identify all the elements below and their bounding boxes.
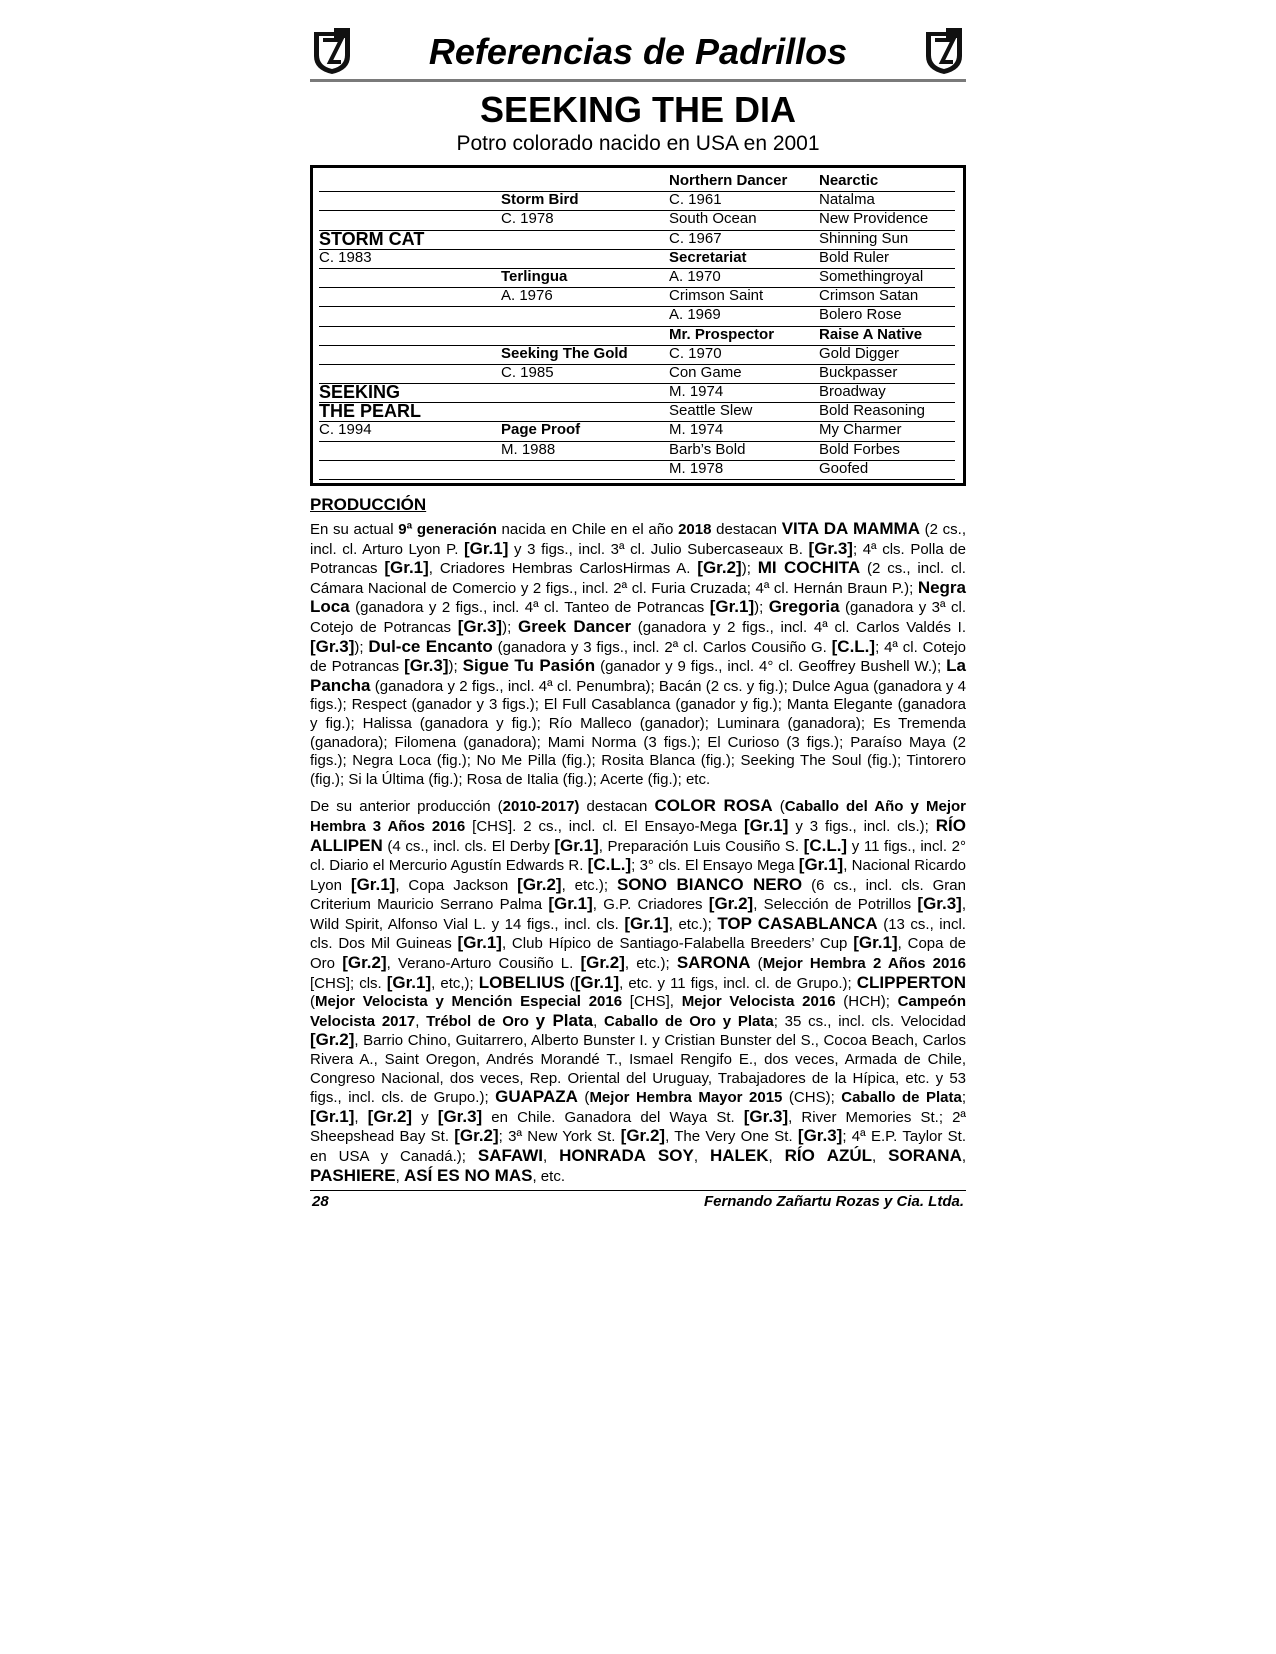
pedigree-cell: Secretariat	[669, 249, 819, 269]
text-run: [Gr.2]	[342, 953, 387, 973]
text-run: ; 4ª E.P. Taylor St. en USA y Canadá.);	[310, 1128, 966, 1165]
text-run: La Pancha	[310, 656, 966, 695]
pedigree-cell: C. 1967	[669, 230, 819, 250]
text-run: [Gr.1]	[457, 933, 502, 953]
text-run: , Club Hípico de Santiago-Falabella Breeders’ Cup	[501, 935, 854, 953]
text-run: LOBELIUS	[478, 972, 565, 992]
page-number: 28	[312, 1193, 329, 1211]
pedigree-cell: Barb’s Bold	[669, 441, 819, 461]
text-run: , Verano-Arturo Cousiño L.	[386, 955, 581, 973]
text-run: ; 3° cls. El Ensayo Mega	[631, 857, 799, 875]
text-run: y 3 figs., incl. cls.);	[788, 817, 936, 835]
pedigree-cell: A. 1970	[669, 268, 819, 288]
text-run: ,	[961, 1148, 967, 1165]
pedigree-row	[319, 249, 961, 268]
text-run: 2010-2017)	[502, 798, 580, 816]
text-run: Greek Dancer	[517, 616, 632, 636]
text-run: [Gr.2]	[367, 1106, 413, 1126]
text-run: );	[354, 638, 369, 656]
text-run: , etc.);	[668, 915, 718, 933]
pedigree-cell: A. 1969	[669, 306, 819, 326]
pedigree-cell: Northern Dancer	[669, 172, 819, 192]
text-run: ; 3ª New York St.	[498, 1128, 621, 1146]
text-run: Gregoria	[768, 597, 840, 617]
pedigree-cell: Crimson Saint	[669, 287, 819, 307]
pedigree-row	[319, 172, 961, 191]
text-run: [Gr.3]	[457, 616, 503, 636]
text-run: (ganadora y 3 figs., incl. 2ª cl. Carlos Cousiño G.	[492, 638, 832, 656]
text-run: ; 35 cs., incl. cls. Velocidad	[773, 1012, 966, 1030]
text-run: , etc.);	[624, 955, 677, 973]
pedigree-row	[319, 326, 961, 345]
text-run: , Barrio Chino, Guitarrero, Alberto Bunster I. y Cristian Bunster del S., Cocoa Beach, Carlos Rivera A., Saint Oregon, Andrés Morandé T., Ismael Rengifo E., dos veces, Armada de Chile, Congreso Nacional, dos veces, Rep. Oriental del Uruguay, Trabajadores de la Hípica, etc. y 53 figs., incl. cls. de Grupo.);	[310, 1032, 966, 1107]
pedigree-cell: Natalma	[819, 191, 955, 211]
header-title: Referencias de Padrillos	[428, 31, 848, 72]
text-run: [Gr.2]	[620, 1126, 666, 1146]
text-run: ,	[593, 1012, 605, 1030]
text-run: Caballo del Año y Mejor Hembra 3 Años 2016	[310, 798, 966, 835]
production-paragraph-previous	[310, 797, 966, 1186]
pedigree-cell: New Providence	[819, 210, 955, 230]
pedigree-row	[319, 441, 961, 460]
pedigree-cell	[501, 306, 669, 326]
text-run: [Gr.1]	[463, 538, 509, 558]
text-run: RÍO ALLIPEN	[310, 815, 966, 855]
document-page	[310, 24, 966, 1213]
text-run	[529, 1013, 536, 1030]
pedigree-cell: Bold Forbes	[819, 441, 955, 461]
club-logo-icon	[922, 26, 966, 76]
text-run: Negra Loca	[310, 577, 966, 617]
pedigree-cell: Storm Bird	[501, 191, 669, 211]
pedigree-cell: SEEKING	[319, 383, 501, 403]
pedigree-cell: Bold Ruler	[819, 249, 955, 269]
text-run: ,	[768, 1148, 785, 1165]
text-run: Caballo de Oro y Plata	[604, 1012, 774, 1030]
text-run: ; 4ª cl. Cotejo de Potrancas	[310, 638, 966, 676]
pedigree-cell: Seeking The Gold	[501, 345, 669, 365]
text-run: [Gr.1]	[310, 1106, 355, 1126]
text-run: En su actual	[310, 521, 399, 538]
text-run: y Plata	[535, 1010, 594, 1030]
text-run: destacan	[579, 798, 655, 816]
text-run: ,	[395, 1167, 404, 1185]
text-run: [CHS]; cls.	[310, 974, 387, 992]
pedigree-cell: STORM CAT	[319, 230, 501, 250]
pedigree-row	[319, 287, 961, 306]
text-run: , Selección de Potrillos	[753, 896, 918, 914]
text-run: Mejor Velocista y Mención Especial 2016	[315, 993, 623, 1011]
text-run: [Gr.2]	[697, 558, 742, 578]
pedigree-cell	[319, 287, 501, 307]
text-run: Campeón Velocista 2017	[310, 993, 966, 1030]
text-run: , etc.	[532, 1167, 565, 1185]
text-run: MI COCHITA	[757, 558, 861, 578]
text-run: SARONA	[676, 953, 751, 973]
production-paragraph-current	[310, 520, 966, 789]
text-run: 2018	[678, 521, 712, 538]
text-run: (	[750, 955, 763, 973]
text-run: );	[502, 618, 518, 636]
text-run: CLIPPERTON	[856, 972, 966, 992]
pedigree-row	[319, 402, 961, 421]
pedigree-cell: Con Game	[669, 364, 819, 384]
text-run: (2 cs., incl. cl. Cámara Nacional de Comercio y 2 figs., incl. 2ª cl. Furia Cruzada; 4ª cl. Hernán Braun P.);	[310, 560, 966, 597]
text-run: [Gr.1]	[853, 933, 898, 953]
text-run: y 11 figs., incl. 2° cl. Diario el Mercurio Agustín Edwards R.	[310, 837, 966, 875]
text-run: );	[741, 560, 758, 578]
text-run: [Gr.1]	[554, 835, 599, 855]
text-run: [Gr.1]	[548, 894, 593, 914]
text-run: SORANA	[888, 1146, 962, 1165]
text-run: [Gr.3]	[743, 1106, 789, 1126]
text-run: ,	[415, 1012, 427, 1030]
text-run: [Gr.3]	[310, 636, 355, 656]
pedigree-cell: M. 1974	[669, 421, 819, 441]
text-run: 9ª generación	[398, 521, 497, 538]
text-run: [Gr.2]	[517, 874, 562, 894]
pedigree-cell	[319, 364, 501, 384]
pedigree-cell	[319, 441, 501, 461]
text-run: [C.L.]	[803, 835, 848, 855]
text-run: COLOR ROSA	[654, 796, 773, 816]
pedigree-cell	[501, 249, 669, 269]
pedigree-cell: Goofed	[819, 460, 955, 480]
text-run: ,	[354, 1108, 368, 1126]
text-run: [Gr.2]	[708, 894, 754, 914]
pedigree-cell	[319, 306, 501, 326]
text-run: [CHS]. 2 cs., incl. cl. El Ensayo-Mega	[465, 817, 744, 835]
text-run: [Gr.3]	[808, 538, 853, 558]
pedigree-cell: Seattle Slew	[669, 402, 819, 422]
text-run: HONRADA SOY	[559, 1146, 694, 1165]
text-run: (13 cs., incl. cls. Dos Mil Guineas	[310, 915, 966, 953]
text-run: , Copa de Oro	[310, 935, 966, 973]
pedigree-cell	[501, 326, 669, 346]
text-run: ASÍ ES NO MAS	[404, 1165, 533, 1185]
pedigree-cell: Mr. Prospector	[669, 326, 819, 346]
pedigree-cell: A. 1976	[501, 287, 669, 307]
pedigree-cell: Crimson Satan	[819, 287, 955, 307]
pedigree-cell	[319, 172, 501, 192]
pedigree-row	[319, 230, 961, 249]
pedigree-cell: Bold Reasoning	[819, 402, 955, 422]
pedigree-row	[319, 383, 961, 402]
text-run: (HCH);	[835, 993, 898, 1011]
text-run: , Nacional Ricardo Lyon	[310, 857, 966, 894]
text-run: (ganadora y 2 figs., incl. 4ª cl. Tanteo de Potrancas	[349, 599, 710, 617]
pedigree-row	[319, 364, 961, 383]
text-run: [Gr.2]	[580, 953, 625, 973]
text-run: PASHIERE	[310, 1165, 396, 1185]
text-run: , G.P. Criadores	[592, 896, 709, 914]
text-run: HALEK	[709, 1146, 769, 1165]
text-run: (	[772, 798, 785, 816]
pedigree-cell	[501, 172, 669, 192]
text-run: [Gr.1]	[386, 972, 432, 992]
pedigree-row	[319, 345, 961, 364]
pedigree-cell: Nearctic	[819, 172, 955, 192]
text-run: [Gr.1]	[350, 874, 396, 894]
production-title: PRODUCCIÓN	[310, 495, 427, 514]
publisher-name: Fernando Zañartu Rozas y Cia. Ltda.	[703, 1193, 964, 1211]
pedigree-row	[319, 191, 961, 210]
pedigree-cell: C. 1983	[319, 249, 501, 269]
text-run: [Gr.2]	[310, 1030, 355, 1050]
text-run: destacan	[711, 521, 782, 538]
pedigree-cell	[319, 210, 501, 230]
pedigree-cell: Page Proof	[501, 421, 669, 441]
text-run: [Gr.3]	[797, 1126, 843, 1146]
pedigree-row	[319, 306, 961, 325]
pedigree-cell: M. 1974	[669, 383, 819, 403]
pedigree-cell: C. 1978	[501, 210, 669, 230]
text-run: TOP CASABLANCA	[717, 913, 878, 933]
pedigree-cell	[319, 345, 501, 365]
header-rule	[310, 79, 966, 82]
pedigree-cell: M. 1978	[669, 460, 819, 480]
pedigree-cell: Broadway	[819, 383, 955, 403]
text-run: [Gr.1]	[709, 597, 755, 617]
text-run: [Gr.3]	[917, 894, 962, 914]
pedigree-cell: C. 1961	[669, 191, 819, 211]
text-run: (ganadora y 3ª cl. Cotejo de Potrancas	[310, 599, 966, 636]
text-run: nacida en Chile en el año	[496, 521, 679, 538]
text-run: (6 cs., incl. cls. Gran Criterium Mauricio Serrano Palma	[310, 876, 966, 914]
text-run: Mejor Hembra Mayor 2015	[589, 1089, 783, 1107]
page-footer	[310, 1191, 966, 1213]
pedigree-row	[319, 460, 961, 479]
pedigree-table	[310, 165, 966, 486]
pedigree-cell	[501, 383, 669, 403]
pedigree-cell	[319, 191, 501, 211]
text-run: GUAPAZA	[495, 1087, 578, 1107]
text-run: ,	[543, 1148, 560, 1165]
horse-name: SEEKING THE DIA	[479, 89, 797, 130]
pedigree-cell: C. 1970	[669, 345, 819, 365]
text-run: [CHS],	[622, 993, 682, 1011]
text-run: (2 cs., incl. cl. Arturo Lyon P.	[310, 521, 967, 558]
pedigree-cell: Gold Digger	[819, 345, 955, 365]
text-run: De su anterior producción (	[310, 798, 503, 816]
text-run: Dul-ce Encanto	[368, 636, 493, 656]
text-run: );	[754, 599, 769, 617]
pedigree-cell	[501, 230, 669, 250]
text-run: ,	[693, 1148, 710, 1165]
pedigree-cell: Terlingua	[501, 268, 669, 288]
pedigree-cell	[319, 460, 501, 480]
pedigree-cell: M. 1988	[501, 441, 669, 461]
text-run: [Gr.1]	[798, 855, 844, 875]
text-run: [C.L.]	[831, 636, 876, 656]
text-run: [Gr.3]	[404, 656, 449, 676]
pedigree-row	[319, 421, 961, 440]
text-run: (ganadora y 2 figs., incl. 4ª cl. Penumbra); Bacán (2 cs. y fig.); Dulce Agua (ganadora y 4 figs.); Respect (ganador y 3 figs.); El Full Casablanca (ganador y fig.); Manta Elegante (ganadora y fig.); Halissa (ganadora y fig.); Río Malleco (ganador); Luminara (ganadora); Es Tremenda (ganadora); Filomena (ganadora); Mami Norma (3 figs.); El Curioso (3 figs.); Paraíso Maya (2 figs.); Negra Loca (fig.); No Me Pilla (fig.); Rosita Blanca (fig.); Seeking The Soul (fig.); Tintorero (fig.); Si la Última (fig.); Rosa de Italia (fig.); Acerte (fig.); etc.	[310, 677, 966, 788]
club-logo-icon	[310, 26, 354, 76]
text-run: [Gr.1]	[624, 913, 669, 933]
text-run: , etc,);	[431, 974, 479, 992]
text-run: (ganadora y 2 figs., incl. 4ª cl. Carlos Valdés I.	[631, 618, 966, 636]
text-run: ,	[872, 1148, 889, 1165]
text-run: ; 4ª cls. Polla de Potrancas	[310, 540, 966, 578]
text-run: , Wild Spirit, Alfonso Vial L. y 14 figs., incl. cls.	[310, 896, 966, 933]
text-run: [Gr.3]	[437, 1106, 483, 1126]
text-run: SAFAWI	[477, 1146, 544, 1165]
horse-subtitle: Potro colorado nacido en USA en 2001	[456, 132, 820, 155]
text-run: ;	[961, 1089, 966, 1107]
pedigree-cell	[319, 268, 501, 288]
pedigree-row	[319, 268, 961, 287]
pedigree-cell: C. 1985	[501, 364, 669, 384]
pedigree-cell	[319, 326, 501, 346]
page-header	[310, 24, 966, 80]
text-run: , Criadores Hembras CarlosHirmas A.	[428, 560, 698, 578]
text-run: [Gr.2]	[454, 1126, 499, 1146]
text-run: y	[412, 1108, 438, 1126]
text-run: (4 cs., incl. cls. El Derby	[382, 837, 555, 855]
text-run: , Copa Jackson	[395, 876, 518, 894]
text-run: en Chile. Ganadora del Waya St.	[482, 1108, 744, 1126]
text-run: [Gr.1]	[574, 972, 620, 992]
pedigree-cell	[501, 460, 669, 480]
text-run: (	[310, 993, 315, 1011]
text-run: , River Memories St.; 2ª Sheepshead Bay St.	[310, 1108, 966, 1146]
text-run: RÍO AZÚL	[784, 1146, 873, 1165]
text-run: , The Very One St.	[665, 1128, 798, 1146]
pedigree-cell: My Charmer	[819, 421, 955, 441]
text-run: y 3 figs., incl. 3ª cl. Julio Subercaseaux B.	[508, 540, 809, 558]
text-run: Caballo de Plata	[841, 1089, 962, 1107]
pedigree-cell: Shinning Sun	[819, 230, 955, 250]
pedigree-cell: Bolero Rose	[819, 306, 955, 326]
pedigree-cell: Raise A Native	[819, 326, 955, 346]
text-run: (	[577, 1089, 590, 1107]
text-run: (CHS);	[782, 1089, 842, 1107]
pedigree-cell: THE PEARL	[319, 402, 501, 422]
pedigree-cell: Somethingroyal	[819, 268, 955, 288]
text-run: , Preparación Luis Cousiño S.	[598, 837, 804, 855]
text-run: SONO BIANCO NERO	[616, 874, 803, 894]
pedigree-row	[319, 210, 961, 229]
text-run: (ganador y 9 figs., incl. 4° cl. Geoffrey Bushell W.);	[595, 658, 947, 676]
pedigree-cell: Buckpasser	[819, 364, 955, 384]
text-run: [Gr.1]	[384, 558, 429, 578]
text-run: VITA DA MAMMA	[781, 519, 920, 538]
pedigree-cell	[501, 402, 669, 422]
text-run: (	[564, 974, 575, 992]
text-run: , etc. y 11 figs, incl. cl. de Grupo.);	[619, 974, 857, 992]
pedigree-cell: South Ocean	[669, 210, 819, 230]
text-run: Mejor Velocista 2016	[681, 993, 836, 1011]
text-run: , etc.);	[561, 876, 617, 894]
text-run: [C.L.]	[587, 855, 632, 875]
text-run: Sigue Tu Pasión	[462, 656, 596, 676]
pedigree-cell: C. 1994	[319, 421, 501, 441]
text-run: [Gr.1]	[744, 815, 789, 835]
text-run: Mejor Hembra 2 Años 2016	[762, 955, 966, 973]
text-run: );	[448, 658, 463, 676]
text-run: Trébol de Oro	[426, 1012, 529, 1030]
